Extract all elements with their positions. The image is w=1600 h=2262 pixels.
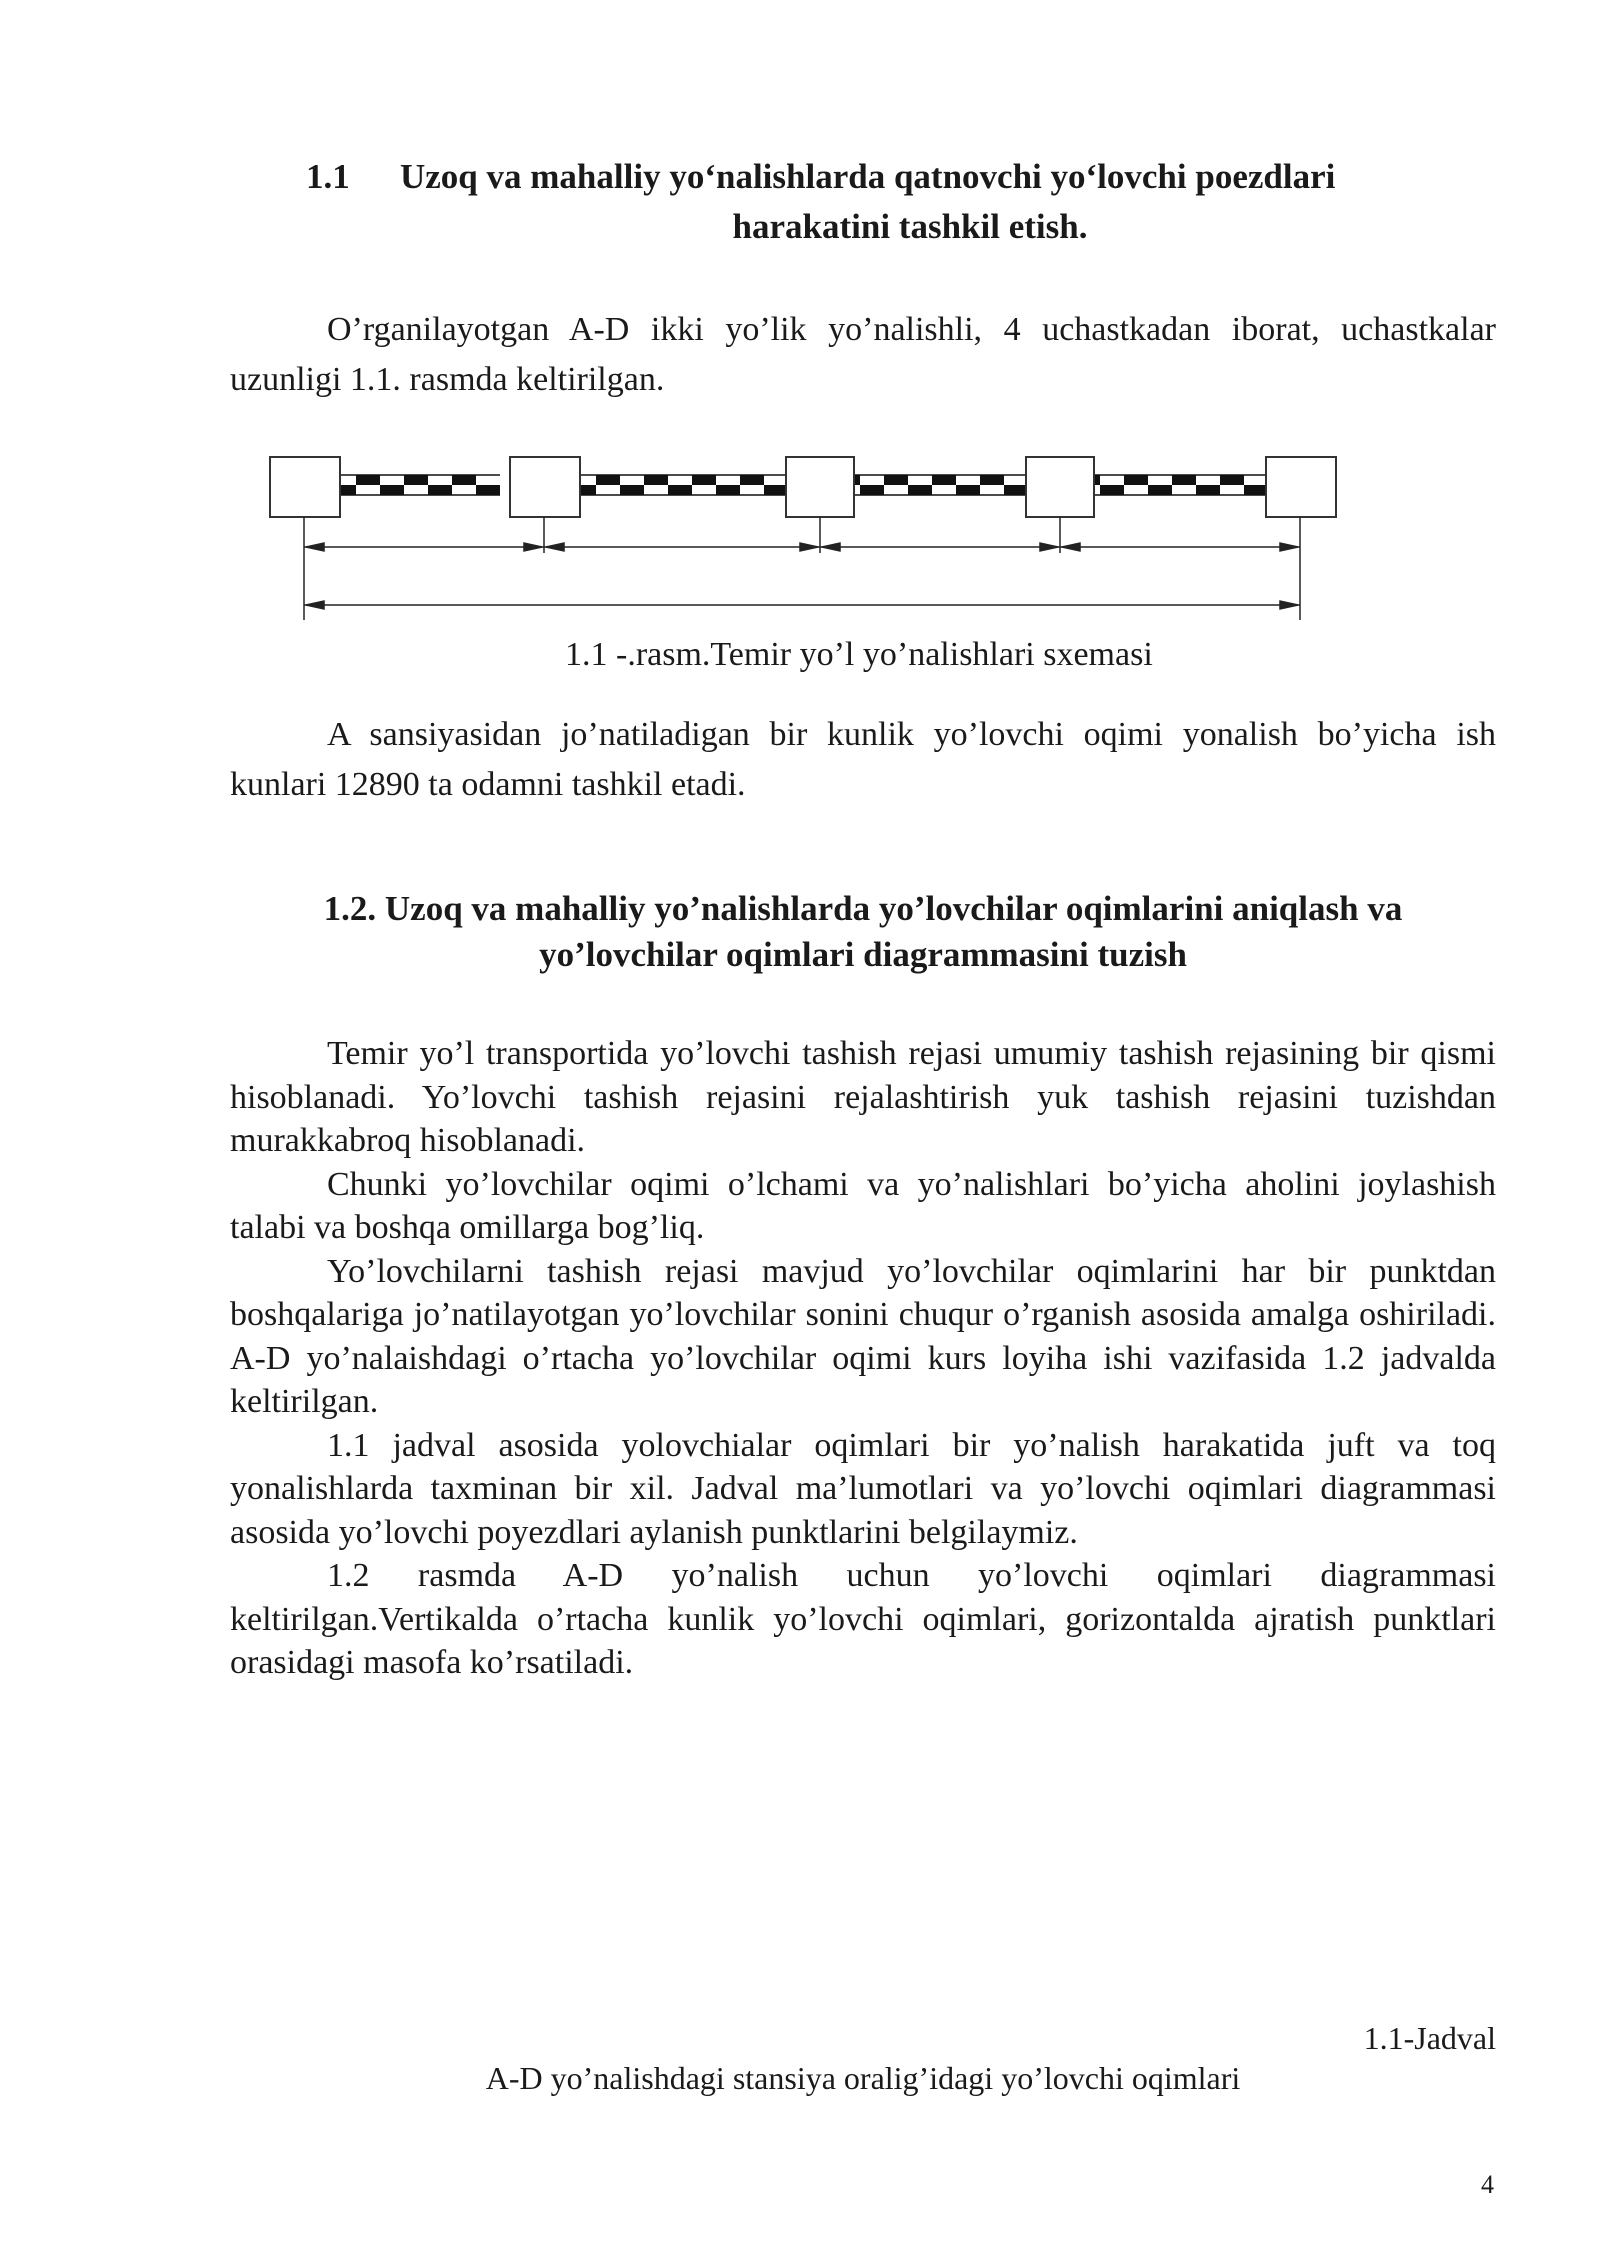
dimension-lines <box>304 517 1300 620</box>
table-title: A-D yo’nalishdagi stansiya oralig’idagi yo’lovchi oqimlari <box>485 2060 1241 2096</box>
station-c-box <box>786 457 854 517</box>
page-number: 4 <box>1481 2170 1494 2199</box>
route-scheme-figure <box>260 445 1350 625</box>
flow-paragraph: A sansiyasidan jo’natiladigan bir kunlik yo’lovchi oqimi yonalish bo’yicha ish kunlari 12890 ta odamni tashkil etadi. <box>230 716 1496 803</box>
table-label: 1.1-Jadval <box>1363 2020 1496 2056</box>
section-2-title-line2: yo’lovchilar oqimlari diagrammasini tuzish <box>539 935 1187 974</box>
body-paragraph-5: 1.2 rasmda A-D yo’nalish uchun yo’lovchi oqimlari diagrammasi keltirilgan.Vertikalda o’rtacha kunlik yo’lovchi oqimlari, gorizontalda ajratish punktlari orasidagi masofa ko’rsatiladi. <box>230 1557 1496 1681</box>
section-1-title-line1: Uzoq va mahalliy yo‘nalishlarda qatnovchi yo‘lovchi poezdlari <box>400 157 1336 196</box>
intro-paragraph: O’rganilayotgan A-D ikki yo’lik yo’nalishli, 4 uchastkadan iborat, uchastkalar uzunligi 1.1. rasmda keltirilgan. <box>230 311 1496 398</box>
body-paragraph-1: Temir yo’l transportida yo’lovchi tashish rejasi umumiy tashish rejasining bir qismi hisoblanadi. Yo’lovchi tashish rejasini rejalashtirish yuk tashish rejasini tuzishdan murakkabroq hisoblanadi. <box>230 1035 1496 1159</box>
section-2-title-line1: 1.2. Uzoq va mahalliy yo’nalishlarda yo’lovchilar oqimlarini aniqlash va <box>323 889 1403 928</box>
body-paragraph-4: 1.1 jadval asosida yolovchialar oqimlari bir yo’nalish harakatida juft va toq yonalishlarda taxminan bir xil. Jadval ma’lumotlari va yo’lovchi oqimlari diagrammasi asosida yo’lovchi poyezdlari aylanish punktlarini belgilaymiz. <box>230 1426 1496 1551</box>
station-b-box <box>510 457 580 517</box>
section-1-number: 1.1 <box>306 157 350 196</box>
station-d-box <box>1026 457 1094 517</box>
station-e-box <box>1266 457 1336 517</box>
body-paragraph-2: Chunki yo’lovchilar oqimi o’lchami va yo’nalishlari bo’yicha aholini joylashish talabi va boshqa omillarga bog’liq. <box>230 1165 1496 1246</box>
body-paragraph-3: Yo’lovchilarni tashish rejasi mavjud yo’lovchilar oqimlarini har bir punktdan boshqalariga jo’natilayotgan yo’lovchilar sonini chuqur o’rganish asosida amalga oshiriladi. A-D yo’nalaishdagi o’rtacha yo’lovchilar oqimi kurs loyiha ishi vazifasida 1.2 jadvalda keltirilgan. <box>230 1252 1496 1420</box>
body-text <box>0 1032 1600 1685</box>
section-1-title-line2: harakatini tashkil etish. <box>732 207 1088 246</box>
figure-caption: 1.1 -.rasm.Temir yo’l yo’nalishlari sxemasi <box>565 636 1153 673</box>
station-a-box <box>270 457 340 517</box>
